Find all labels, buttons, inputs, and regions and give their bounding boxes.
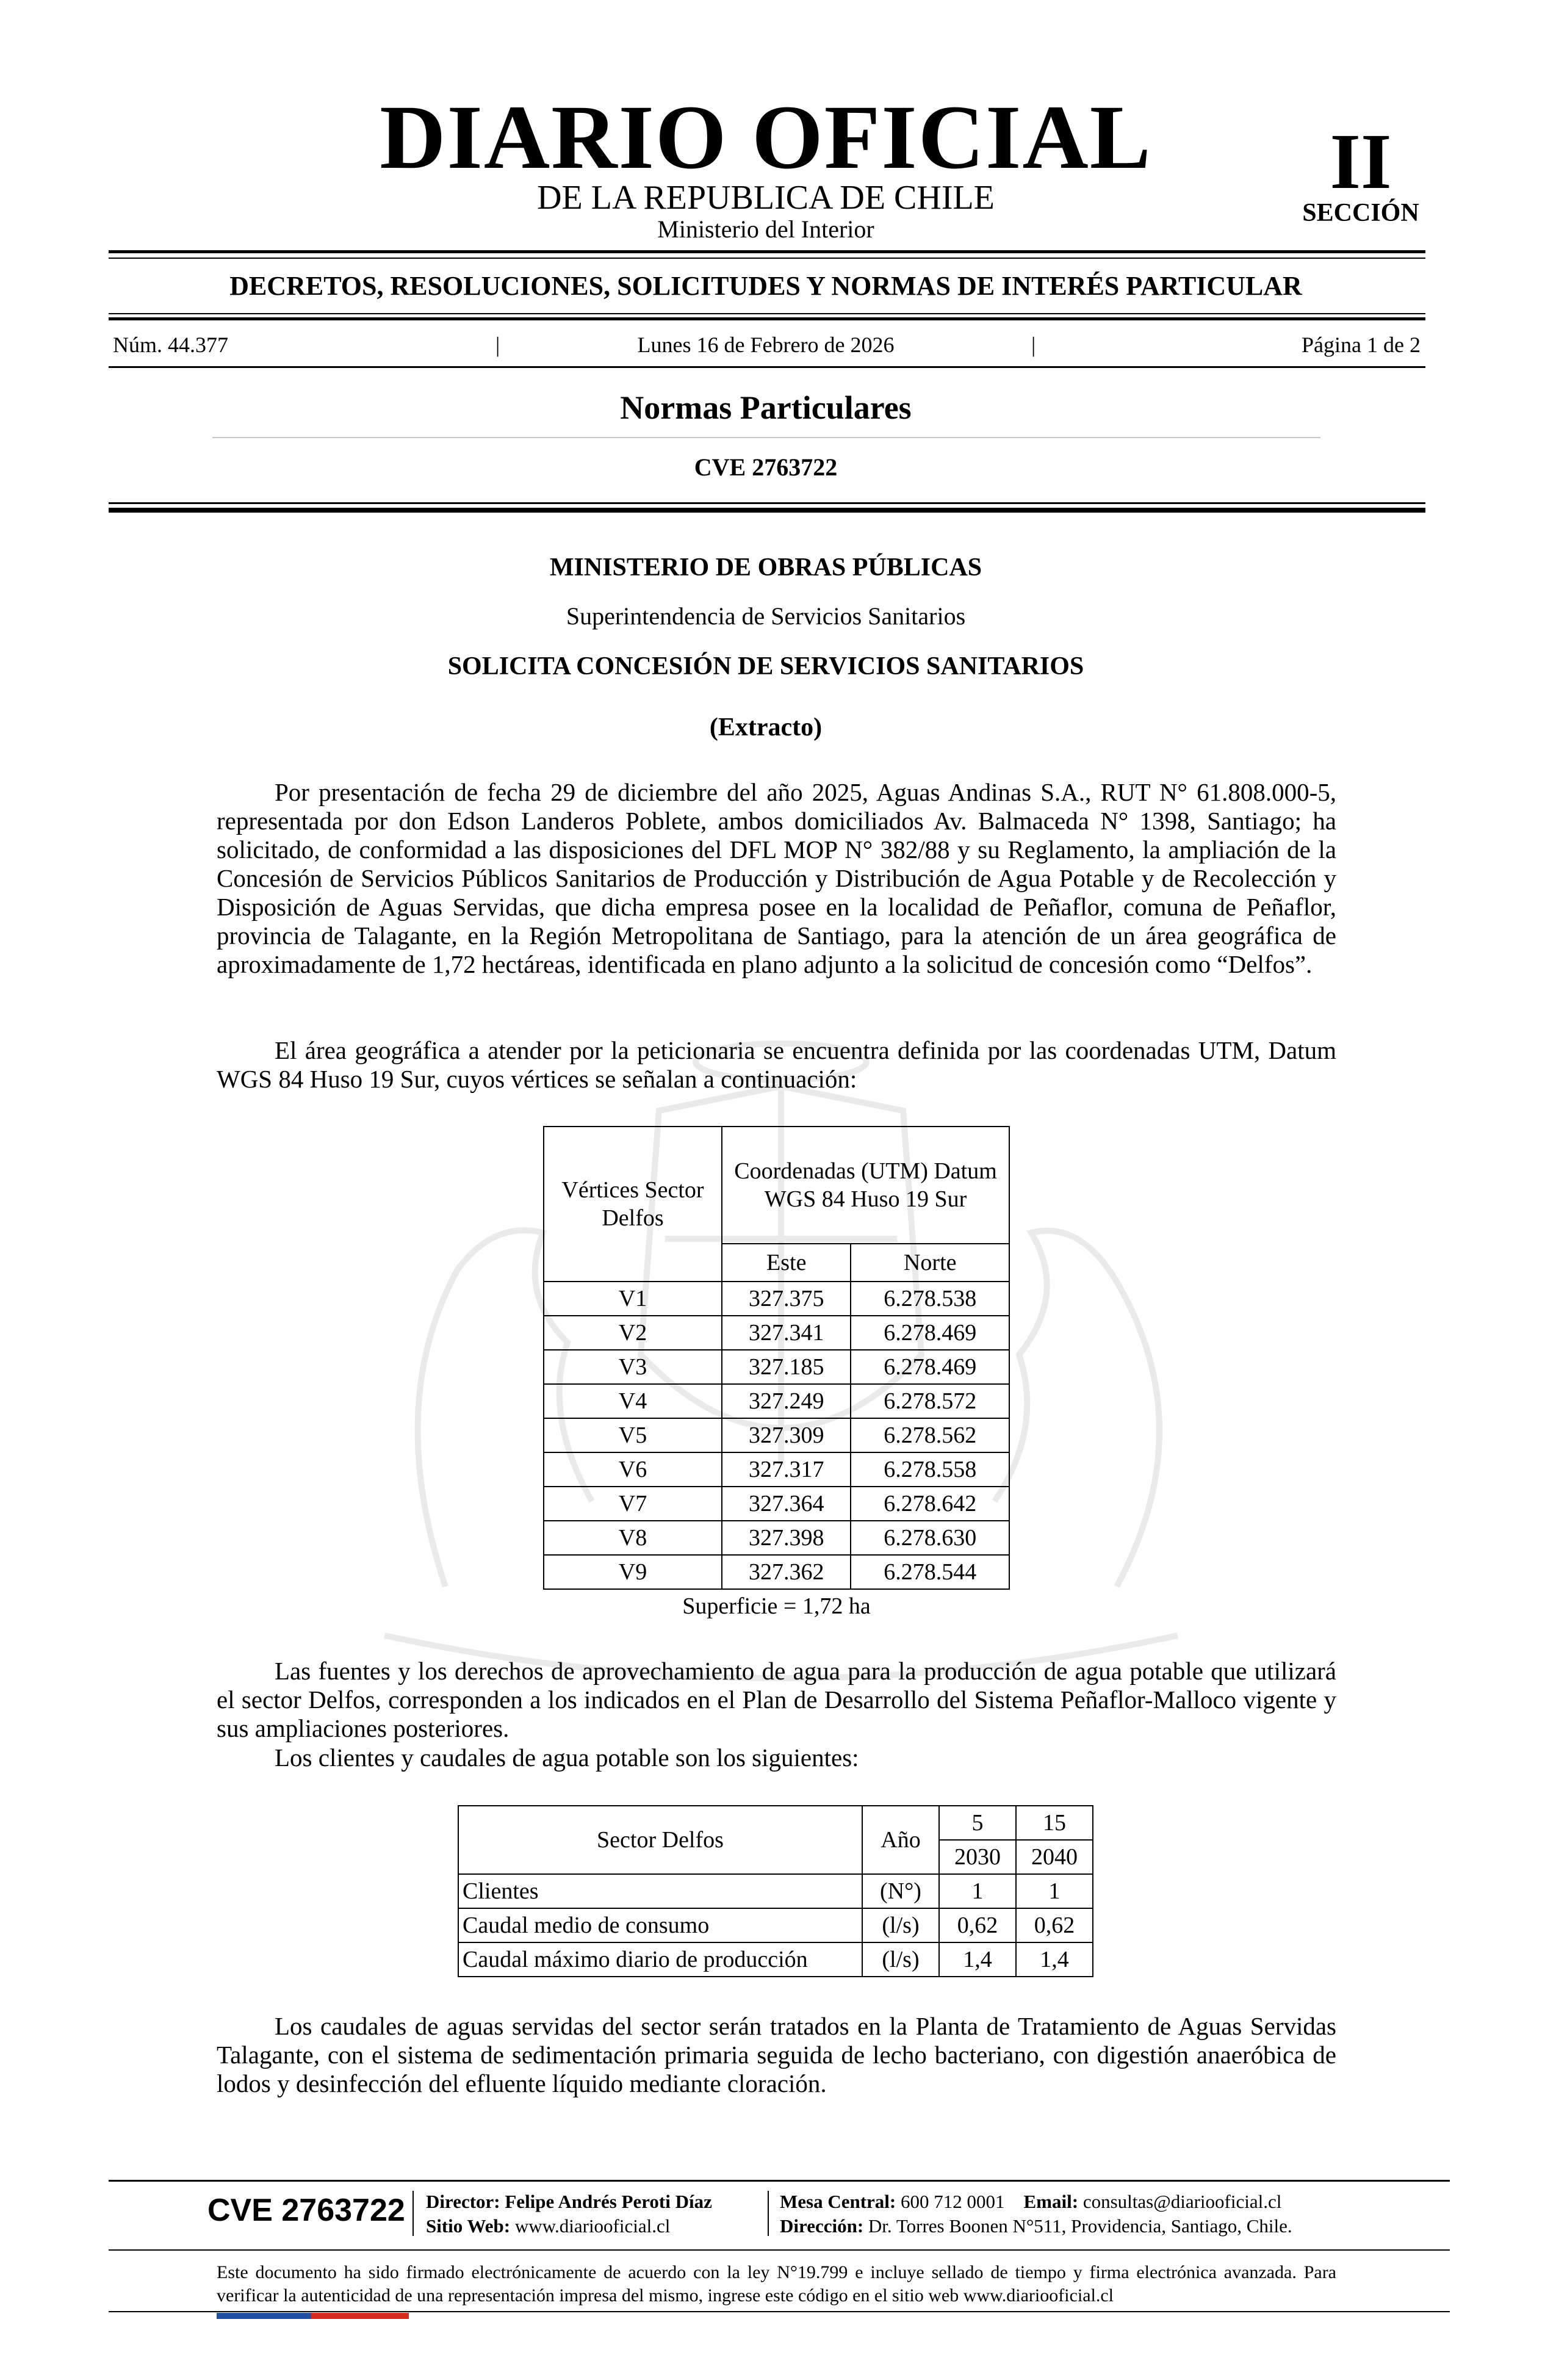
row-label: Clientes	[458, 1874, 862, 1908]
footer-rule-mid	[109, 2249, 1450, 2251]
footer-cve-code: CVE 2763722	[207, 2193, 405, 2228]
row-unit: (N°)	[862, 1874, 939, 1908]
band-rule-thin	[109, 313, 1425, 314]
vertex-norte: 6.278.469	[851, 1350, 1009, 1384]
vertex-label: V1	[544, 1282, 722, 1316]
footer-rule-top	[109, 2180, 1450, 2182]
vertex-este: 327.364	[722, 1487, 851, 1521]
vertex-este: 327.309	[722, 1418, 851, 1452]
footer-divider	[412, 2191, 414, 2236]
vertex-label: V2	[544, 1316, 722, 1350]
phone-number: 600 712 0001	[901, 2191, 1005, 2212]
flag-stripe-red	[311, 2313, 409, 2319]
vertex-norte: 6.278.642	[851, 1487, 1009, 1521]
header-rule-thick	[109, 508, 1425, 513]
table-row	[458, 1908, 1093, 1942]
table-row	[544, 1452, 1009, 1487]
vertex-este: 327.249	[722, 1384, 851, 1418]
band-title: DECRETOS, RESOLUCIONES, SOLICITUDES Y NORMAS DE INTERÉS PARTICULAR	[229, 271, 1302, 301]
band-rule-thick	[109, 317, 1425, 320]
table-header-sector: Sector Delfos	[458, 1806, 862, 1874]
masthead-title: DIARIO OFICIAL	[380, 87, 1152, 188]
vertex-norte: 6.278.562	[851, 1418, 1009, 1452]
table-header-year: Año	[862, 1806, 939, 1874]
paragraph: Las fuentes y los derechos de aprovechamiento de agua para la producción de agua potable que utilizará el sector Delfos, corresponden a los indicados en el Plan de Desarrollo del Sistema Peñaflor-Malloco vigente y sus ampliaciones posteriores.	[217, 1657, 1336, 1742]
issue-number: Núm. 44.377	[113, 333, 228, 357]
paragraph: Por presentación de fecha 29 de diciembre del año 2025, Aguas Andinas S.A., RUT N° 61.808.000-5, representada por don Edson Landeros Poblete, ambos domiciliados Av. Balmaceda N° 1398, Santiago; ha solicitado, de conformidad a las disposiciones del DFL MOP N° 382/88 y su Reglamento, la ampliación de la Concesión de Servicios Públicos Sanitarios de Producción y Distribución de Agua Potable y de Recolección y Disposición de Aguas Servidas, que dicha empresa posee en la localidad de Peñaflor, comuna de Peñaflor, provincia de Talagante, en la Región Metropolitana de Santiago, para la atención de un área geográfica de aproximadamente de 1,72 hectáreas, identificada en plano adjunto a la solicitud de concesión como “Delfos”.	[217, 778, 1336, 978]
paragraph: Los clientes y caudales de agua potable son los siguientes:	[275, 1744, 859, 1772]
footer-divider	[768, 2191, 769, 2236]
footer-rule-bottom	[109, 2311, 1450, 2312]
vertex-norte: 6.278.469	[851, 1316, 1009, 1350]
vertex-label: V5	[544, 1418, 722, 1452]
row-value: 0,62	[1016, 1908, 1093, 1942]
table-row	[544, 1282, 1009, 1316]
table-row	[544, 1487, 1009, 1521]
table-header-coordinates: Coordenadas (UTM) Datum WGS 84 Huso 19 Sur	[722, 1127, 1009, 1244]
meta-separator: |	[1031, 333, 1036, 357]
year: 2030	[939, 1840, 1016, 1874]
row-value: 1,4	[939, 1942, 1016, 1977]
header-rule-thin	[109, 502, 1425, 504]
vertex-norte: 6.278.572	[851, 1384, 1009, 1418]
row-value: 1	[1016, 1874, 1093, 1908]
row-unit: (l/s)	[862, 1908, 939, 1942]
email-link[interactable]: consultas@diariooficial.cl	[1082, 2191, 1282, 2212]
table-row	[544, 1384, 1009, 1418]
masthead-rule-thin	[109, 258, 1425, 259]
vertex-norte: 6.278.544	[851, 1555, 1009, 1589]
phone-label: Mesa Central:	[780, 2191, 896, 2212]
address: Dr. Torres Boonen N°511, Providencia, Santiago, Chile.	[868, 2215, 1292, 2237]
table-row	[544, 1316, 1009, 1350]
notice-title: SOLICITA CONCESIÓN DE SERVICIOS SANITARIOS	[447, 652, 1084, 680]
vertex-label: V9	[544, 1555, 722, 1589]
row-value: 1,4	[1016, 1942, 1093, 1977]
table-header-norte: Norte	[851, 1244, 1009, 1282]
paragraph: El área geográfica a atender por la peticionaria se encuentra definida por las coordenadas UTM, Datum WGS 84 Huso 19 Sur, cuyos vértices se señalan a continuación:	[217, 1036, 1336, 1093]
table-row	[544, 1555, 1009, 1589]
vertex-este: 327.185	[722, 1350, 851, 1384]
vertex-este: 327.375	[722, 1282, 851, 1316]
row-value: 0,62	[939, 1908, 1016, 1942]
vertex-este: 327.341	[722, 1316, 851, 1350]
year-offset: 5	[939, 1806, 1016, 1840]
vertex-label: V3	[544, 1350, 722, 1384]
year: 2040	[1016, 1840, 1093, 1874]
vertex-label: V8	[544, 1521, 722, 1555]
web-label: Sitio Web:	[426, 2215, 511, 2237]
vertices-table	[543, 1126, 1010, 1623]
year-offset: 15	[1016, 1806, 1093, 1840]
footer-contact-block	[780, 2190, 1292, 2238]
ministry-name: MINISTERIO DE OBRAS PÚBLICAS	[549, 554, 982, 582]
flag-stripe-blue	[217, 2313, 311, 2319]
vertex-norte: 6.278.630	[851, 1521, 1009, 1555]
row-label: Caudal máximo diario de producción	[458, 1942, 862, 1977]
section-label: SECCIÓN	[1302, 199, 1419, 227]
section-numeral: II	[1330, 118, 1392, 206]
email-label: Email:	[1023, 2191, 1079, 2212]
meta-rule	[109, 366, 1425, 368]
meta-separator: |	[495, 333, 500, 357]
cve-code: CVE 2763722	[694, 453, 838, 481]
vertex-label: V7	[544, 1487, 722, 1521]
heading-rule	[212, 437, 1320, 438]
table-row	[544, 1418, 1009, 1452]
table-row	[544, 1350, 1009, 1384]
vertex-norte: 6.278.558	[851, 1452, 1009, 1487]
paragraph: Los caudales de aguas servidas del sector serán tratados en la Planta de Tratamiento de Aguas Servidas Talagante, con el sistema de sedimentación primaria seguida de lecho bacteriano, con digestión anaeróbica de lodos y desinfección del efluente líquido mediante cloración.	[217, 2012, 1336, 2097]
vertex-norte: 6.278.538	[851, 1282, 1009, 1316]
masthead-ministry: Ministerio del Interior	[657, 215, 874, 243]
director-label: Director:	[426, 2191, 500, 2212]
vertex-este: 327.398	[722, 1521, 851, 1555]
row-unit: (l/s)	[862, 1942, 939, 1977]
agency-name: Superintendencia de Servicios Sanitarios	[566, 602, 966, 630]
footer-legal-notice: Este documento ha sido firmado electrónicamente de acuerdo con la ley N°19.799 e incluye sellado de tiempo y firma electrónica avanzada. Para verificar la autenticidad de una representación impresa del mismo, ingrese este código en el sitio web www.diariooficial.cl	[217, 2262, 1336, 2306]
table-header-vertices: Vértices Sector Delfos	[544, 1127, 722, 1282]
issue-date: Lunes 16 de Febrero de 2026	[637, 333, 895, 357]
row-value: 1	[939, 1874, 1016, 1908]
table-row	[458, 1874, 1093, 1908]
director-name: Felipe Andrés Peroti Díaz	[505, 2191, 712, 2212]
page-indicator: Página 1 de 2	[1302, 333, 1421, 357]
area-total: Superficie = 1,72 ha	[544, 1589, 1009, 1623]
section-heading: Normas Particulares	[620, 389, 912, 426]
flows-table	[458, 1805, 1093, 1977]
vertex-label: V4	[544, 1384, 722, 1418]
vertex-este: 327.317	[722, 1452, 851, 1487]
masthead-subtitle: DE LA REPUBLICA DE CHILE	[537, 179, 995, 217]
masthead-rule-top	[109, 250, 1425, 253]
vertex-label: V6	[544, 1452, 722, 1487]
footer-director-block	[426, 2190, 712, 2238]
table-header-este: Este	[722, 1244, 851, 1282]
table-row	[458, 1942, 1093, 1977]
website-link[interactable]: www.diariooficial.cl	[514, 2215, 671, 2237]
address-label: Dirección:	[780, 2215, 864, 2237]
table-row	[544, 1521, 1009, 1555]
row-label: Caudal medio de consumo	[458, 1908, 862, 1942]
vertex-este: 327.362	[722, 1555, 851, 1589]
notice-subtitle: (Extracto)	[709, 713, 823, 741]
